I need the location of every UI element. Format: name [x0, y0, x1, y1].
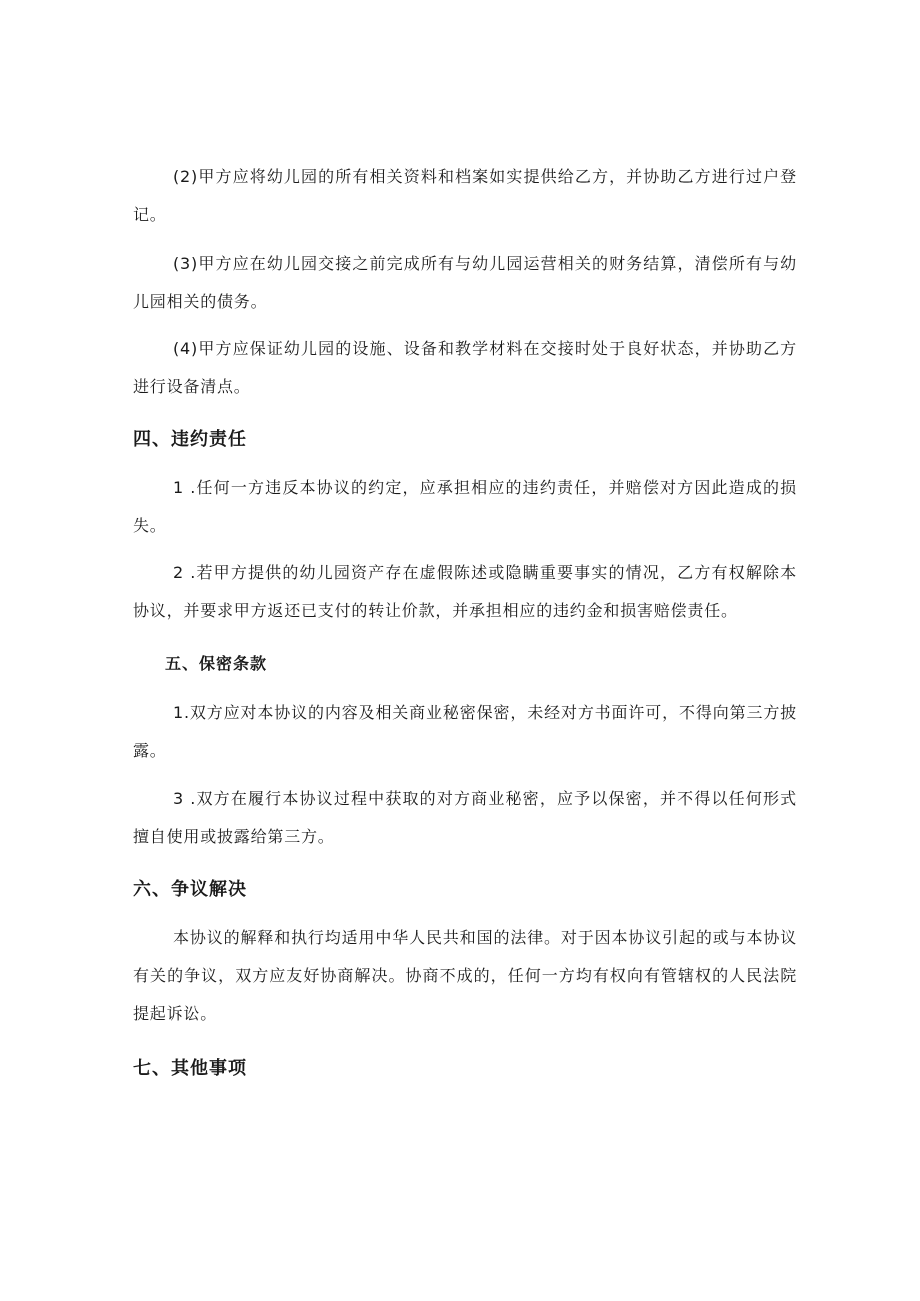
- clause-3-3: (3)甲方应在幼儿园交接之前完成所有与幼儿园运营相关的财务结算，清偿所有与幼儿园相关的债务。: [133, 254, 797, 311]
- clause-3-4: (4)甲方应保证幼儿园的设施、设备和教学材料在交接时处于良好状态，并协助乙方进行设备清点。: [133, 339, 797, 396]
- section-5-heading: 五、保密条款: [165, 654, 268, 673]
- section-7-heading: 七、其他事项: [133, 1058, 247, 1079]
- section-6-body: 本协议的解释和执行均适用中华人民共和国的法律。对于因本协议引起的或与本协议有关的争议，双方应友好协商解决。协商不成的，任何一方均有权向有管辖权的人民法院提起诉讼。: [133, 928, 797, 1023]
- clause-5-3: 3 .双方在履行本协议过程中获取的对方商业秘密，应予以保密，并不得以任何形式擅自使用或披露给第三方。: [133, 789, 797, 846]
- section-6-heading: 六、争议解决: [133, 879, 247, 900]
- clause-5-1: 1.双方应对本协议的内容及相关商业秘密保密，未经对方书面许可，不得向第三方披露。: [133, 703, 797, 760]
- clause-3-2: (2)甲方应将幼儿园的所有相关资料和档案如实提供给乙方，并协助乙方进行过户登记。: [133, 167, 797, 224]
- clause-4-1: 1 .任何一方违反本协议的约定，应承担相应的违约责任，并赔偿对方因此造成的损失。: [133, 478, 797, 535]
- clause-4-2: 2 .若甲方提供的幼儿园资产存在虚假陈述或隐瞒重要事实的情况，乙方有权解除本协议，并要求甲方返还已支付的转让价款，并承担相应的违约金和损害赔偿责任。: [133, 563, 797, 620]
- section-4-heading: 四、违约责任: [133, 429, 247, 450]
